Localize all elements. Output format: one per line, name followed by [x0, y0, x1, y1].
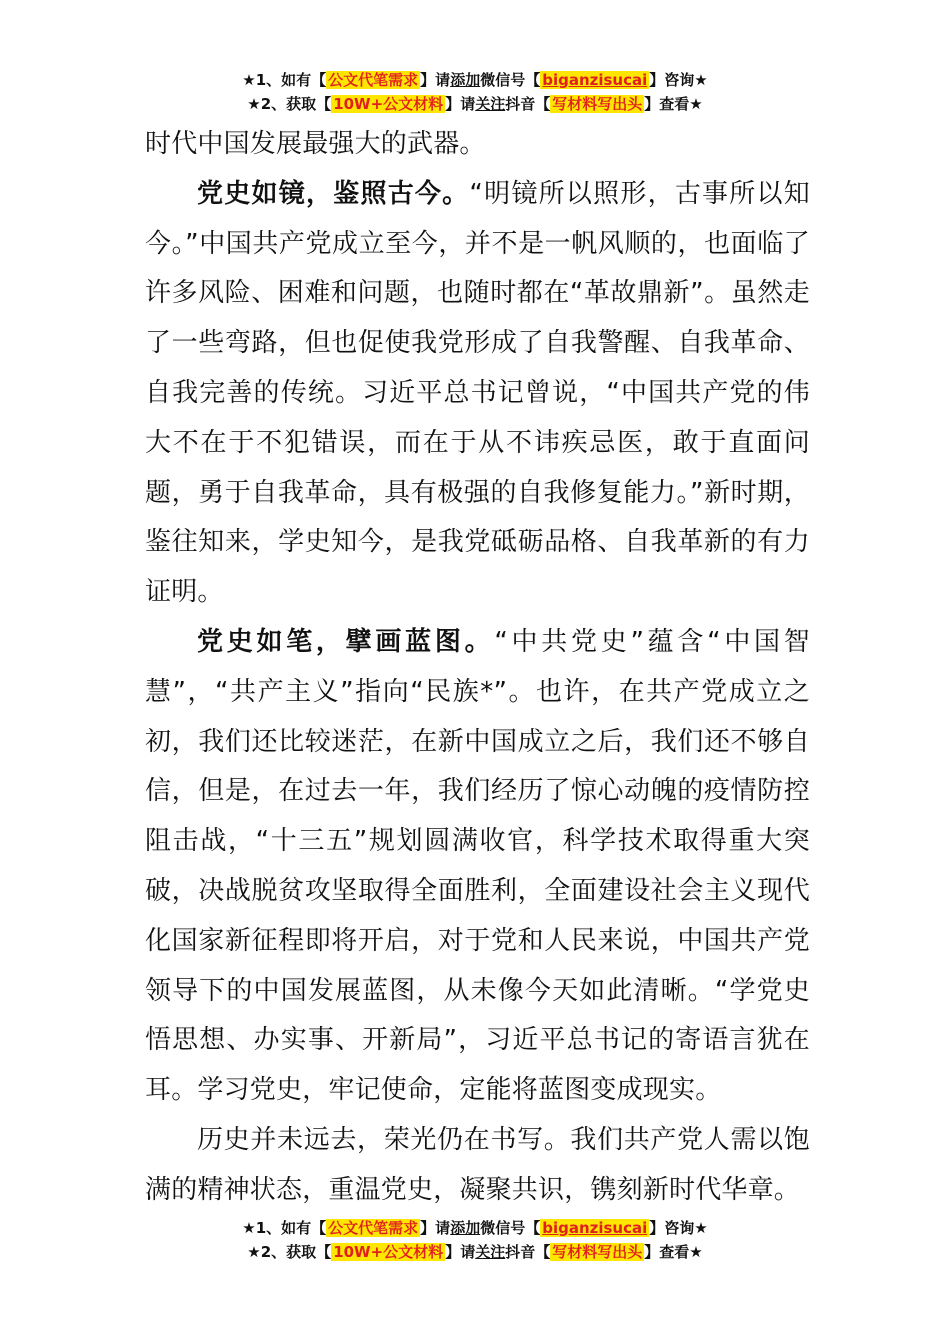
- wechat-id-link[interactable]: biganzisucai: [542, 1219, 648, 1237]
- banner-line-2: [0, 1240, 950, 1264]
- paragraph-lead: 党史如镜，鉴照古今。: [197, 178, 470, 209]
- paragraph-text: “中共党史”蕴含“中国智慧”，“共产主义”指向“民族*”。也许，在共产党成立之初，我们还比较迷茫，在新中国成立之后，我们还不够自信，但是，在过去一年，我们经历了惊心动魄的疫情防控阻击战，“十三五”规划圆满收官，科学技术取得重大突破，决战脱贫攻坚取得全面胜利，全面建设社会主义现代化国家新征程即将开启，对于党和人民来说，中国共产党领导下的中国发展蓝图，从未像今天如此清晰。“学党史悟思想、办实事、开新局”，习近平总书记的寄语言犹在耳。学习党史，牢记使命，定能将蓝图变成现实。: [145, 626, 810, 1106]
- ghostwriting-highlight: 公文代笔需求: [328, 1219, 419, 1237]
- follow-underlined-text: 关注: [475, 95, 506, 113]
- paragraph-conclusion: [145, 1116, 810, 1216]
- materials-highlight: 10W+公文材料: [333, 1243, 444, 1261]
- paragraph-pen: [145, 618, 810, 1116]
- paragraph-mirror: [145, 170, 810, 618]
- banner-text: ★1、如有【: [242, 1219, 327, 1237]
- materials-highlight: 10W+公文材料: [333, 95, 444, 113]
- paragraph-lead: 党史如笔，擘画蓝图。: [197, 626, 495, 657]
- top-banner: [0, 68, 950, 116]
- banner-text: 抖音【: [505, 95, 551, 113]
- douyin-account-highlight: 写材料写出头: [552, 95, 643, 113]
- paragraph-continuation: [145, 120, 810, 170]
- banner-text: 抖音【: [505, 1243, 551, 1261]
- banner-line-1: [0, 1216, 950, 1240]
- add-underlined-text: 添加: [450, 71, 481, 89]
- banner-text: 】请: [420, 1219, 451, 1237]
- banner-line-1: [0, 68, 950, 92]
- banner-text: 】请: [445, 95, 476, 113]
- banner-text: ★1、如有【: [242, 71, 327, 89]
- paragraph-text: 时代中国发展最强大的武器。: [145, 129, 486, 159]
- banner-text: 】咨询★: [649, 71, 708, 89]
- banner-text: 】查看★: [644, 95, 703, 113]
- ghostwriting-highlight: 公文代笔需求: [328, 71, 419, 89]
- banner-text: 】查看★: [644, 1243, 703, 1261]
- wechat-id-link[interactable]: biganzisucai: [542, 71, 648, 89]
- paragraph-text: “明镜所以照形，古事所以知今。”中国共产党成立至今，并不是一帆风顺的，也面临了许多风险、困难和问题，也随时都在“革故鼎新”。虽然走了一些弯路，但也促使我党形成了自我警醒、自我革命、自我完善的传统。习近平总书记曾说，“中国共产党的伟大不在于不犯错误，而在于从不讳疾忌医，敢于直面问题，勇于自我革命，具有极强的自我修复能力。”新时期，鉴往知来，学史知今，是我党砥砺品格、自我革新的有力证明。: [145, 178, 810, 608]
- douyin-account-highlight: 写材料写出头: [552, 1243, 643, 1261]
- bottom-banner: [0, 1216, 950, 1264]
- banner-text: ★2、获取【: [247, 1243, 332, 1261]
- banner-text: 微信号【: [480, 71, 541, 89]
- paragraph-text: 历史并未远去，荣光仍在书写。我们共产党人需以饱满的精神状态，重温党史，凝聚共识，镌刻新时代华章。: [145, 1124, 810, 1205]
- follow-underlined-text: 关注: [475, 1243, 506, 1261]
- banner-line-2: [0, 92, 950, 116]
- banner-text: 】请: [420, 71, 451, 89]
- add-underlined-text: 添加: [450, 1219, 481, 1237]
- document-body: [145, 120, 810, 1216]
- banner-text: 微信号【: [480, 1219, 541, 1237]
- banner-text: ★2、获取【: [247, 95, 332, 113]
- banner-text: 】请: [445, 1243, 476, 1261]
- banner-text: 】咨询★: [649, 1219, 708, 1237]
